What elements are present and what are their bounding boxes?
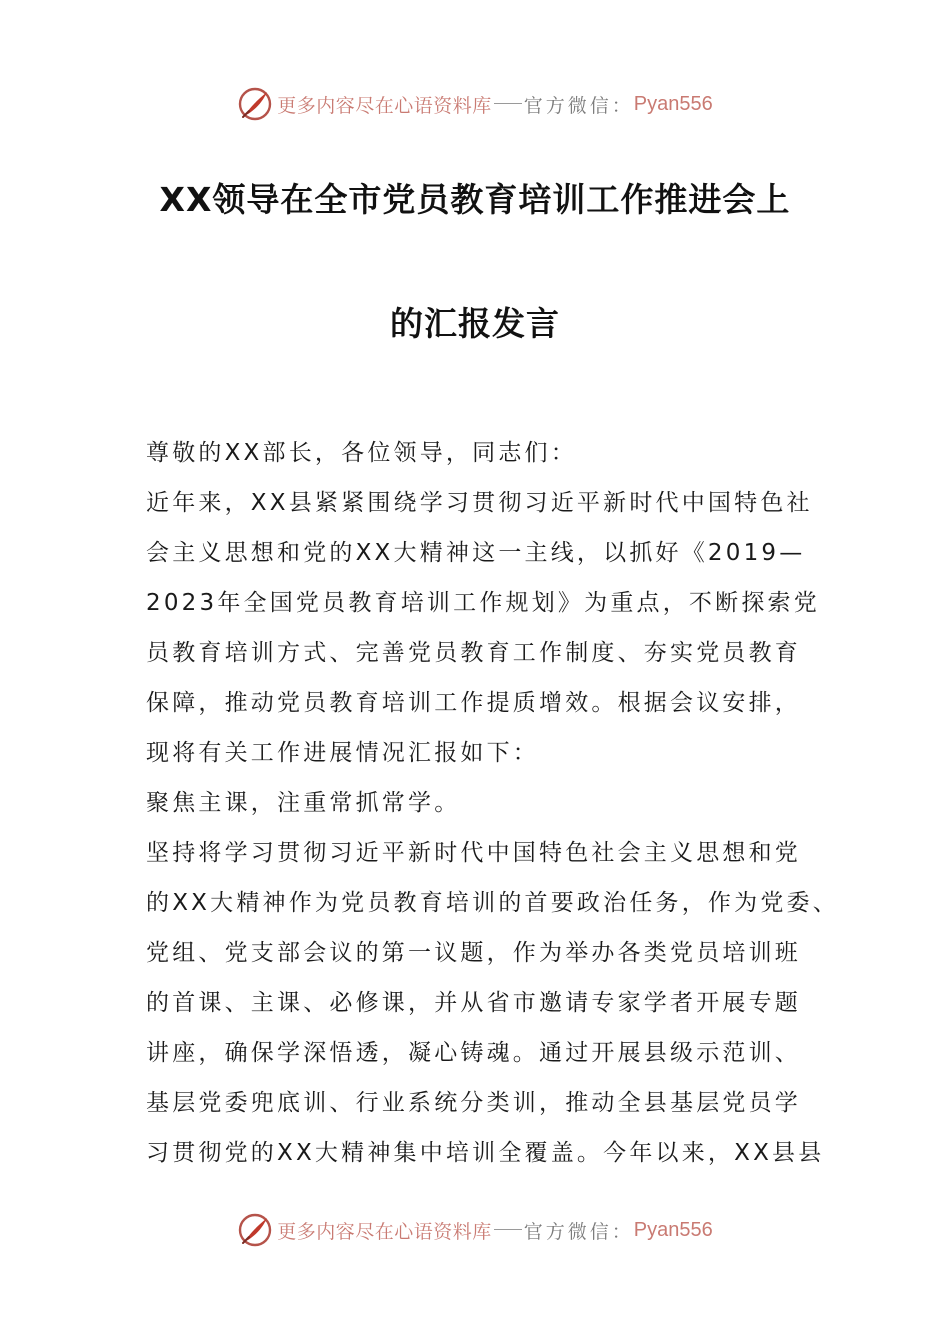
body-line: 尊敬的XX部长，各位领导，同志们： bbox=[146, 440, 577, 466]
watermark-wechat-id: Pyan556 bbox=[633, 92, 713, 115]
body-line: 党组、党支部会议的第一议题，作为举办各类党员培训班 bbox=[146, 940, 801, 966]
body-line: 2023年全国党员教育培训工作规划》为重点，不断探索党 bbox=[146, 590, 820, 616]
body-line: 的XX大精神作为党员教育培训的首要政治任务，作为党委、 bbox=[146, 890, 839, 916]
watermark-main-text: 更多内容尽在心语资料库 bbox=[277, 1220, 492, 1243]
body-line: 保障，推动党员教育培训工作提质增效。根据会议安排， bbox=[146, 690, 801, 716]
body-line: 讲座，确保学深悟透，凝心铸魂。通过开展县级示范训、 bbox=[146, 1040, 801, 1066]
document-title-line-1: XX领导在全市党员教育培训工作推进会上 bbox=[159, 180, 791, 219]
body-line: 基层党委兜底训、行业系统分类训，推动全县基层党员学 bbox=[146, 1090, 801, 1116]
document-body bbox=[146, 428, 839, 1178]
watermark-main-text: 更多内容尽在心语资料库 bbox=[277, 94, 492, 117]
watermark-sub-text: 官方微信： bbox=[523, 1220, 634, 1243]
watermark-dash bbox=[494, 103, 522, 104]
watermark-dash bbox=[494, 1229, 522, 1230]
body-line: 坚持将学习贯彻习近平新时代中国特色社会主义思想和党 bbox=[146, 840, 801, 866]
body-line: 聚焦主课，注重常抓常学。 bbox=[146, 790, 461, 816]
watermark-sub-text: 官方微信： bbox=[523, 94, 634, 117]
watermark-wechat-id: Pyan556 bbox=[633, 1218, 713, 1241]
quill-logo-icon bbox=[237, 1212, 273, 1248]
body-line: 近年来，XX县紧紧围绕学习贯彻习近平新时代中国特色社 bbox=[146, 490, 813, 516]
body-line: 习贯彻党的XX大精神集中培训全覆盖。今年以来，XX县县 bbox=[146, 1140, 825, 1166]
body-line: 的首课、主课、必修课，并从省市邀请专家学者开展专题 bbox=[146, 990, 801, 1016]
body-line: 员教育培训方式、完善党员教育工作制度、夯实党员教育 bbox=[146, 640, 801, 666]
quill-logo-icon bbox=[237, 86, 273, 122]
body-line: 会主义思想和党的XX大精神这一主线，以抓好《2019— bbox=[146, 540, 806, 566]
body-line: 现将有关工作进展情况汇报如下： bbox=[146, 740, 539, 766]
header-watermark bbox=[0, 84, 950, 124]
footer-watermark bbox=[0, 1210, 950, 1250]
document-title-line-2: 的汇报发言 bbox=[390, 304, 560, 343]
